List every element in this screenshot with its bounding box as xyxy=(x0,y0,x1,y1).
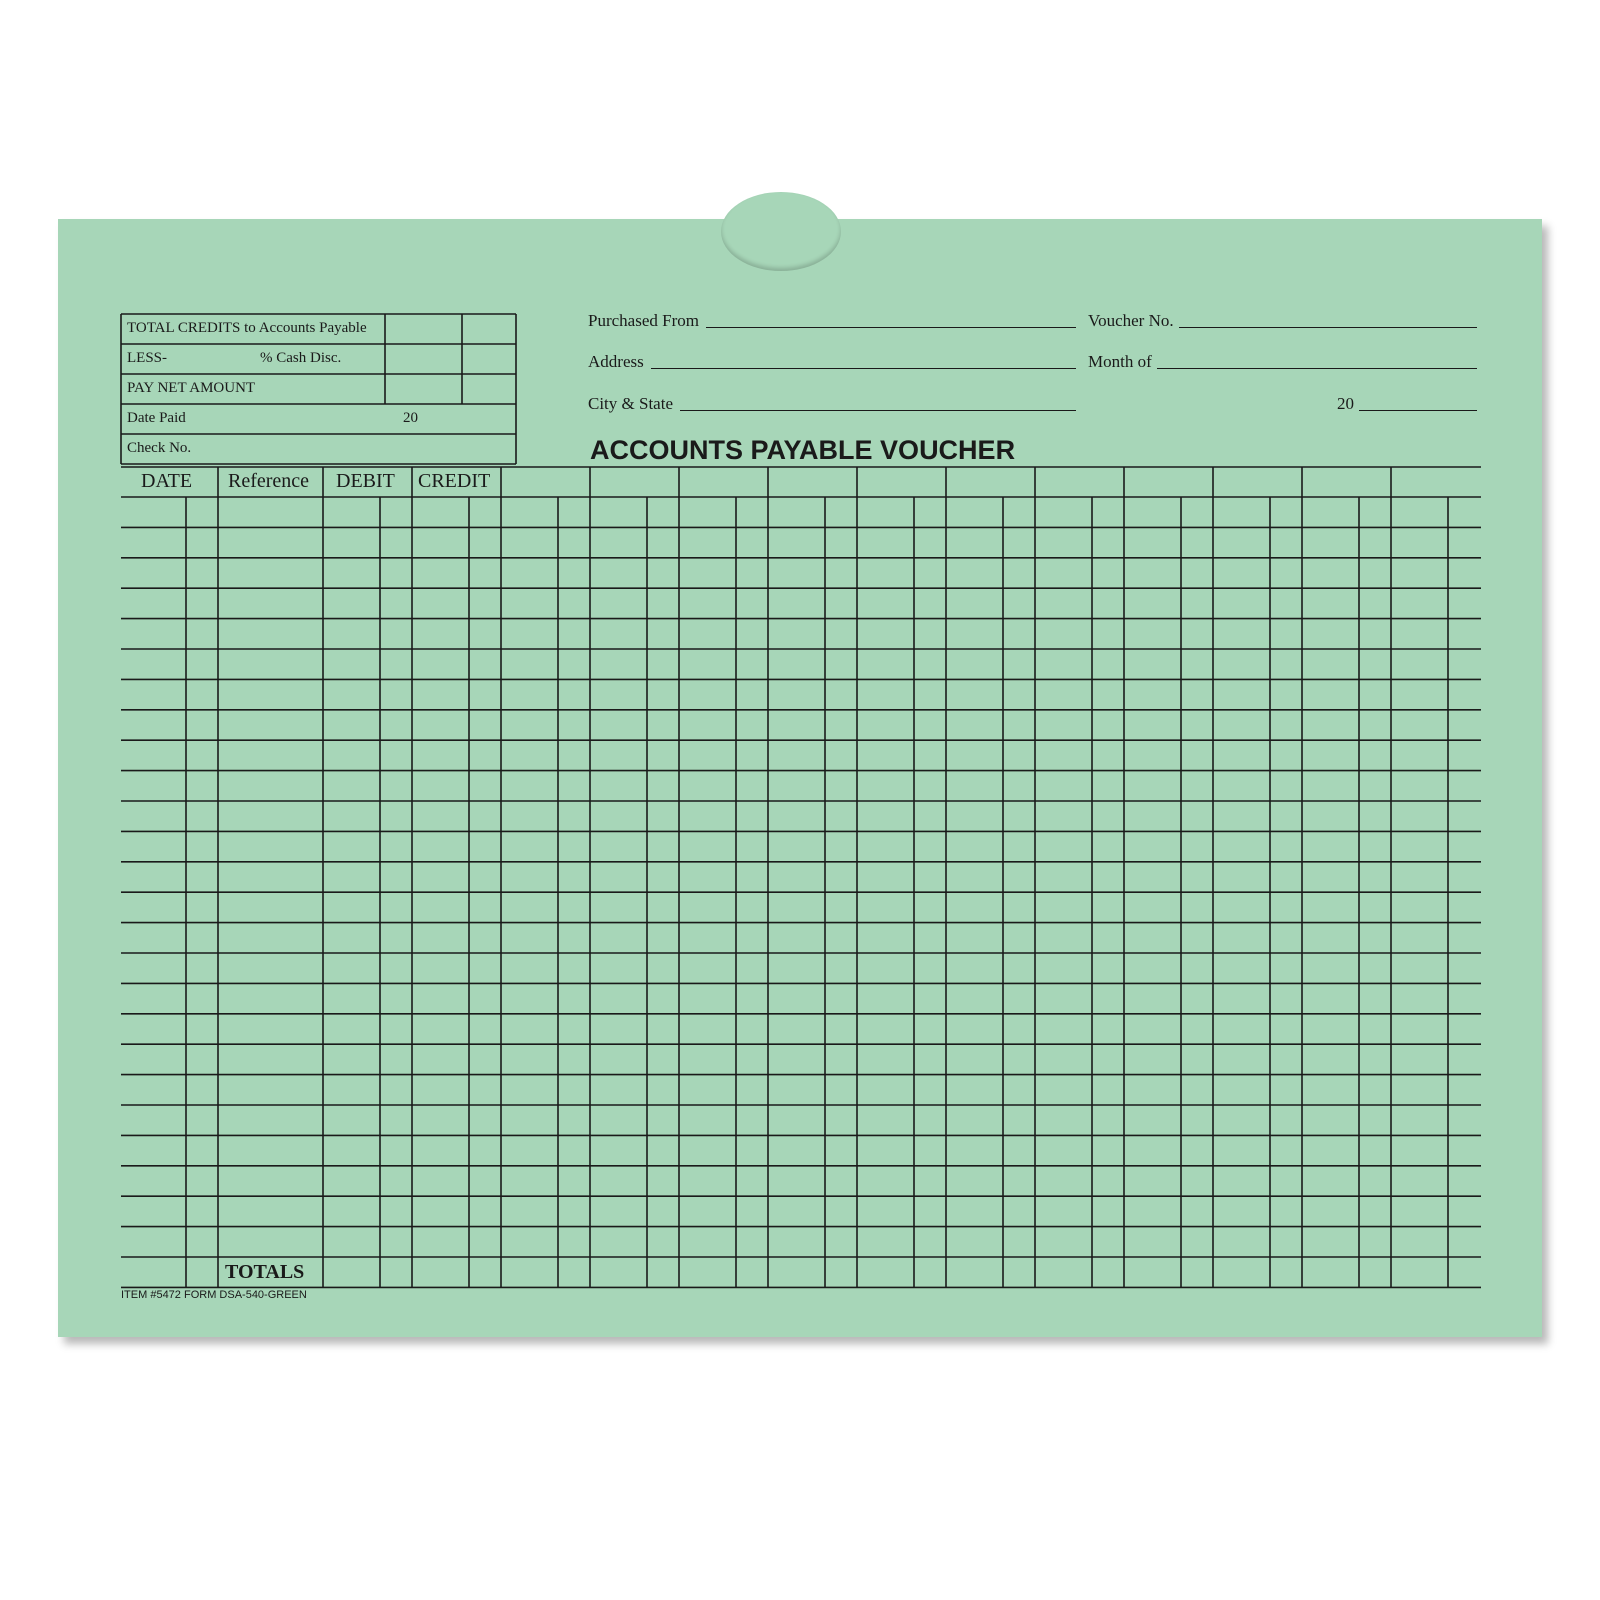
pay-net-label: PAY NET AMOUNT xyxy=(127,380,256,396)
month-of-label: Month of xyxy=(1088,352,1152,371)
month-of-line[interactable] xyxy=(1157,368,1477,369)
city-state-line[interactable] xyxy=(680,410,1076,411)
voucher-sheet xyxy=(58,219,1542,1337)
address-line[interactable] xyxy=(651,368,1076,369)
total-credits-label: TOTAL CREDITS to Accounts Payable xyxy=(127,320,367,336)
year-line[interactable] xyxy=(1359,410,1477,411)
purchased-from-line[interactable] xyxy=(706,327,1076,328)
form-footer: ITEM #5472 FORM DSA-540-GREEN xyxy=(121,1289,307,1301)
check-no-label: Check No. xyxy=(127,440,192,456)
col-header-reference: Reference xyxy=(228,470,310,492)
date-paid-label: Date Paid xyxy=(127,410,186,426)
form-title: ACCOUNTS PAYABLE VOUCHER xyxy=(590,435,1016,465)
voucher-no-label: Voucher No. xyxy=(1088,311,1174,330)
city-state-label: City & State xyxy=(588,394,673,413)
thumb-notch xyxy=(721,192,841,271)
less-label: LESS- xyxy=(127,350,168,366)
purchased-from-label: Purchased From xyxy=(588,311,699,330)
year-label: 20 xyxy=(1337,394,1354,413)
address-label: Address xyxy=(588,352,644,371)
totals-label: TOTALS xyxy=(225,1261,305,1283)
date-year-label: 20 xyxy=(403,410,418,426)
col-header-date: DATE xyxy=(141,470,193,492)
voucher-no-line[interactable] xyxy=(1179,327,1477,328)
col-header-debit: DEBIT xyxy=(336,470,395,492)
col-header-credit: CREDIT xyxy=(418,470,491,492)
cash-disc-label: % Cash Disc. xyxy=(260,350,342,366)
